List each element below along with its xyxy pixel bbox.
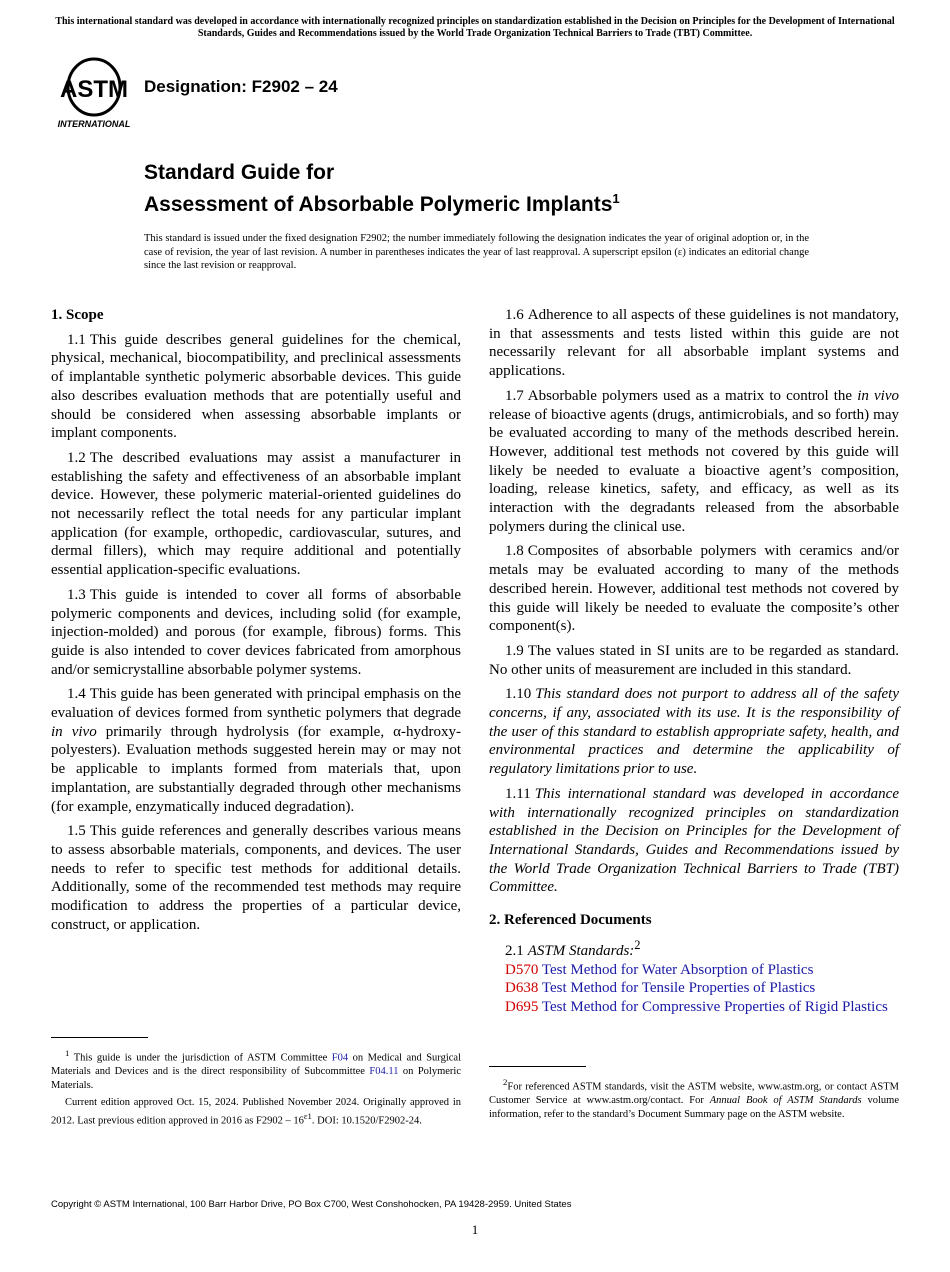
para-2-1: 2.1 ASTM Standards:$^2$ [505,937,641,959]
title-footnote-marker: 1 [612,191,620,206]
title-line-1: Standard Guide for [144,161,335,184]
page-number: 1 [471,1222,479,1237]
para-1-5: 1.5 This guide references and generally describes various means to assess absorbable materials, components, and devices. The user needs to refer to specific test methods for additional details. Additionally, some of the recommended test methods may require modification to address the properties of a particular device, construct, or application. [51,823,461,933]
section-2-heading: 2. Referenced Documents [489,912,652,929]
link-f04-11[interactable]: F04.11 [369,1066,399,1077]
para-1-4: 1.4 This guide has been generated with principal emphasis on the evaluation of devices formed from synthetic polymers that degrade in vivo primarily through hydrolysis (for example, α-hydroxy-polyesters). Evaluation methods suggested herein may or may not be applicable to implants formed from materials that, upon implantation, are substantially degraded through other mechanisms (for example, enzymatically induced degradation). [51,686,461,815]
para-1-11: 1.11 This international standard was developed in accordance with internationally recognized principles on standardization established in the Decision on Principles for the Development of International Standards, Guides and Recommendations issued by the World Trade Organization Technical Barriers to Trade (TBT) Committee. [489,785,899,896]
astm-logo [54,56,134,132]
logo-mark: ASTM [60,76,128,103]
para-1-6: 1.6 Adherence to all aspects of these guidelines is not mandatory, in that assessments and tests listed within this guide are not necessarily relevant for all absorbable implant systems and applications. [489,307,899,380]
footnote-2: $^2$For referenced ASTM standards, visit the ASTM website, www.astm.org, or contact ASTM Customer Service at www.astm.org/contact. For Annual Book of ASTM Standards volume information, refer to the standard’s Document Summary page on the ASTM website. [489,1077,900,1120]
header-note: This international standard was developed in accordance with internationally recognized principles on standardization established in the Decision on Principles for the Development of International Standards, Guides and Recommendations issued by the World Trade Organization Technical Barriers to Trade (TBT) Committee. [55,16,895,39]
reference-d570[interactable]: D570 Test Method for Water Absorption of Plastics [505,961,814,978]
footnote-divider-left [51,1037,148,1038]
footnote-1: $^1$ This guide is under the jurisdiction of ASTM Committee F04 on Medical and Surgical Materials and Devices and is the direct responsibility of Subcommittee F04.11 on Polymeric Materials. Current edition approved Oct. 15, 2024. Published November 2024. Originally approved in 2012. Last previous edition approved in 2016 as $F2902 - 16^{\varepsilon 1}$. DOI: 10.1520/F2902-24. [51,1048,462,1126]
link-f04[interactable]: F04 [331,1052,349,1064]
copyright-line: Copyright © ASTM International, 100 Barr Harbor Drive, PO Box C700, West Conshohocken, PA 19428-2959. United States [51,1199,572,1210]
right-column [489,306,899,1017]
para-1-2: 1.2 The described evaluations may assist a manufacturer in establishing the safety and effectiveness of an absorbable implant device. However, these polymeric material-oriented guidelines do not necessarily reflect the total needs for any particular implant application (for example, orthopedic, cardiovascular, sutures, and dermal fillers), which may require additional and potentially essential application-specific evaluations. [51,449,461,579]
para-1-3: 1.3 This guide is intended to cover all forms of absorbable polymeric components and devices, including solid (for example, injection-molded) and porous (for example, fibrous) forms. This guide is also intended to cover devices fabricated from amorphous and/or semicrystalline absorbable polymer systems. [51,586,461,678]
section-1-heading: 1. Scope [51,307,104,323]
reference-d695[interactable]: D695 Test Method for Compressive Properties of Rigid Plastics [505,998,888,1015]
para-1-7: 1.7 Absorbable polymers used as a matrix to control the in vivo release of bioactive agents (drugs, antimicrobials, and so forth) may be evaluated according to many of the methods described herein. However, additional test methods not covered by this guide will likely be needed to evaluate a bioactive agent’s composition, loading, release kinetics, safety, and efficacy, as well as its interaction with the degradants released from the absorbable polymers during the clinical use. [489,387,899,535]
para-1-9: 1.9 The values stated in SI units are to be regarded as standard. No other units of measurement are included in this standard. [489,642,899,678]
para-1-1: 1.1 This guide describes general guidelines for the chemical, physical, mechanical, biocompatibility, and preclinical assessments of implantable synthetic polymeric absorbable devices. This guide also describes evaluation methods that are potentially useful and should be considered when assessing absorbable implants or implant components. [51,331,461,442]
footnote-divider-right [489,1066,586,1067]
logo-org: INTERNATIONAL [57,119,131,129]
page-title [144,160,620,218]
designation: Designation: F2902 – 24 [144,77,338,96]
title-line-2: Assessment of Absorbable Polymeric Implants [144,193,613,216]
para-1-10: 1.10 This standard does not purport to address all of the safety concerns, if any, associated with its use. It is the responsibility of the user of this standard to establish appropriate safety, health, and environmental practices and determine the applicability of regulatory limitations prior to use. [489,686,899,778]
issued-note: This standard is issued under the fixed designation F2902; the number immediately following the designation indicates the year of original adoption or, in the case of revision, the year of last revision. A number in parentheses indicates the year of last reapproval. A superscript epsilon (ε) indicates an editorial change since the last revision or reapproval. [144,233,809,271]
left-column [51,306,461,941]
reference-d638[interactable]: D638 Test Method for Tensile Properties of Plastics [505,980,816,997]
para-1-8: 1.8 Composites of absorbable polymers with ceramics and/or metals may be evaluated according to many of the methods described herein. However, additional test methods not covered by this guide will likely be needed to evaluate the composite’s other component(s). [489,543,899,635]
